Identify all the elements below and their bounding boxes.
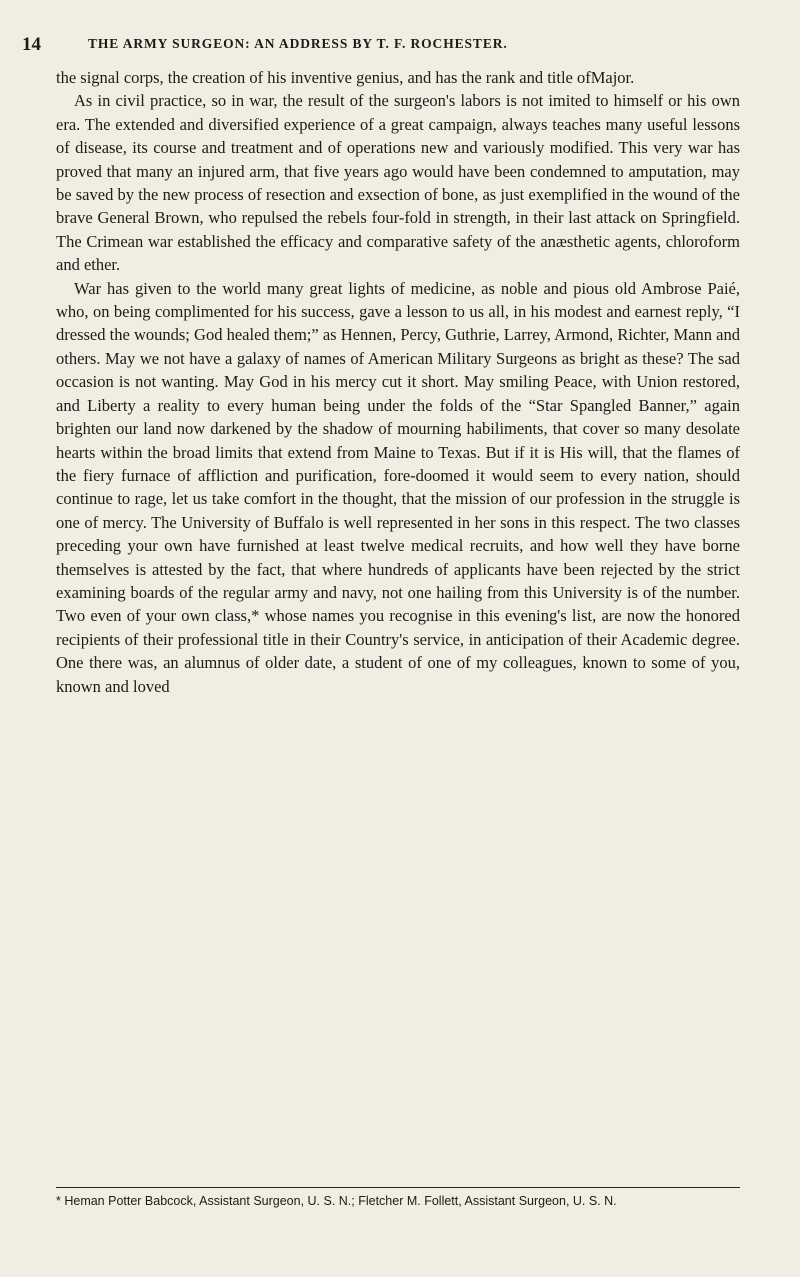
page-number: 14 <box>22 34 41 55</box>
paragraph-continuation: the signal corps, the creation of his inventive genius, and has the rank and title ofMajor. <box>56 68 635 87</box>
footnote-divider <box>56 1187 740 1188</box>
body-text <box>56 66 740 698</box>
running-header <box>12 34 752 56</box>
running-title: THE ARMY SURGEON: AN ADDRESS BY T. F. ROCHESTER. <box>88 36 508 51</box>
footnote: * Heman Potter Babcock, Assistant Surgeon, U. S. N.; Fletcher M. Follett, Assistant Surgeon, U. S. N. <box>56 1194 617 1208</box>
paragraph-civil-practice: As in civil practice, so in war, the result of the surgeon's labors is not imited to himself or his own era. The extended and diversified experience of a great campaign, always teaches many useful lessons of disease, its course and treatment and of operations new and variously modified. This very war has proved that many an injured arm, that five years ago would have been condemned to amputation, may be saved by the new process of resection and exsection of bone, as just exemplified in the wound of the brave General Brown, who repulsed the rebels four-fold in strength, in their last attack on Springfield. The Crimean war established the efficacy and comparative safety of the anæsthetic agents, chloroform and ether. <box>56 91 740 275</box>
paragraph-great-lights: War has given to the world many great lights of medicine, as noble and pious old Ambrose Paié, who, on being complimented for his success, gave a lesson to us all, in his modest and earnest reply, “I dressed the wounds; God healed them;” as Hennen, Percy, Guthrie, Larrey, Armond, Richter, Mann and others. May we not have a galaxy of names of American Military Surgeons as bright as these? The sad occasion is not wanting. May God in his mercy cut it short. May smiling Peace, with Union restored, and Liberty a reality to every human being under the folds of the “Star Spangled Banner,” again brighten our land now darkened by the shadow of mourning habiliments, that cover so many desolate hearts within the broad limits that extend from Maine to Texas. But if it is His will, that the flames of the fiery furnace of affliction and purification, fore-doomed it would seem to every nation, should continue to rage, let us take comfort in the thought, that the mission of our profession in the struggle is one of mercy. The University of Buffalo is well represented in her sons in this respect. The two classes preceding your own have furnished at least twelve medical recruits, and how well they have borne themselves is attested by the fact, that where hundreds of applicants have been rejected by the strict examining boards of the regular army and navy, not one hailing from this University is of the number. Two even of your own class,* whose names you recognise in this evening's list, are now the honored recipients of their professional title in their Country's service, in anticipation of their Academic degree. One there was, an alumnus of older date, a student of one of my colleagues, known to some of you, known and loved <box>56 278 740 696</box>
